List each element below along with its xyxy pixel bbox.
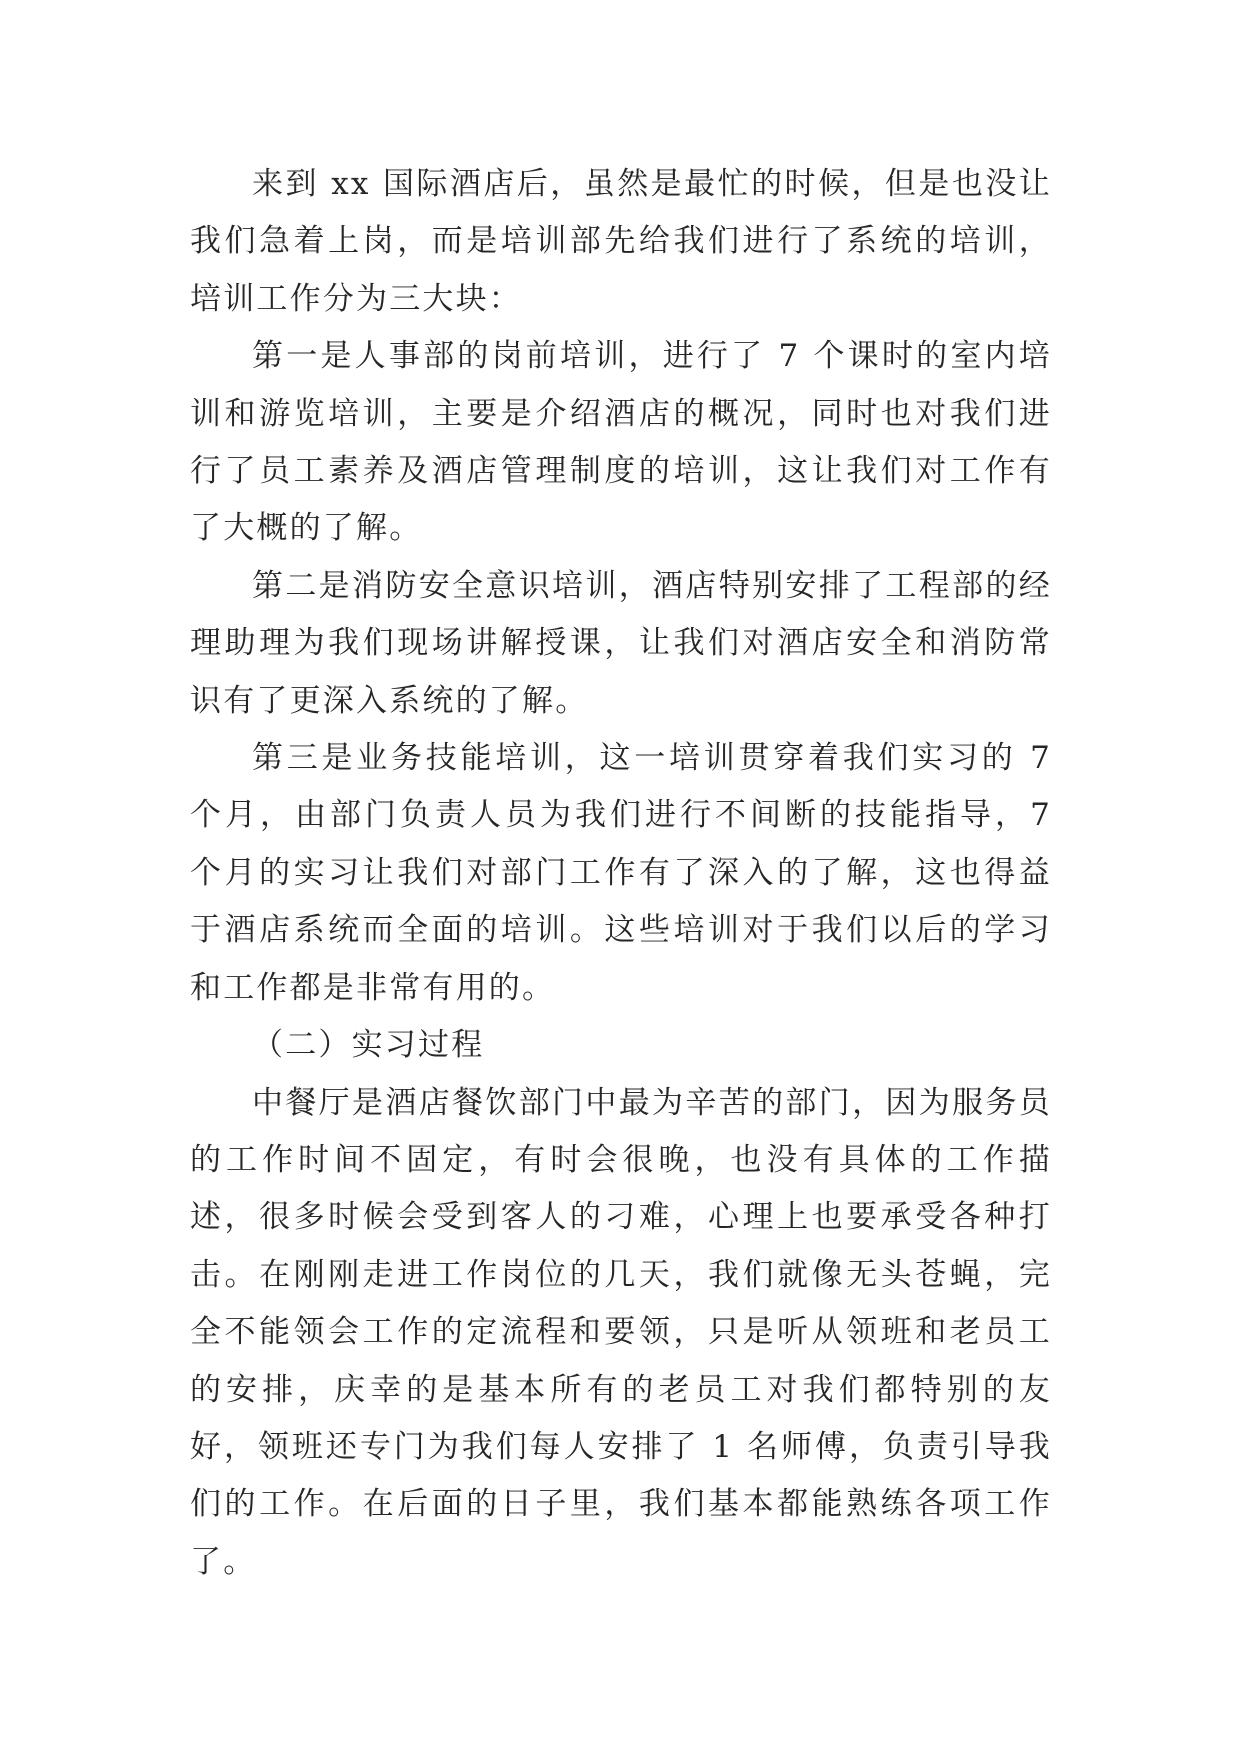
paragraph-training-intro: 来到 xx 国际酒店后，虽然是最忙的时候，但是也没让我们急着上岗，而是培训部先给我们进行了系统的培训，培训工作分为三大块： xyxy=(190,166,1052,317)
paragraph-hr-training: 第一是人事部的岗前培训，进行了 7 个课时的室内培训和游览培训，主要是介绍酒店的概况，同时也对我们进行了员工素养及酒店管理制度的培训，这让我们对工作有了大概的了解。 xyxy=(190,338,1052,547)
paragraph-fire-safety-training: 第二是消防安全意识培训，酒店特别安排了工程部的经理助理为我们现场讲解授课，让我们对酒店安全和消防常识有了更深入系统的了解。 xyxy=(190,567,1052,719)
paragraph-internship-process: 中餐厅是酒店餐饮部门中最为辛苦的部门，因为服务员的工作时间不固定，有时会很晚，也没有具体的工作描述，很多时候会受到客人的刁难，心理上也要承受各种打击。在刚刚走进工作岗位的几天，我们就像无头苍蝇，完全不能领会工作的定流程和要领，只是听从领班和老员工的安排，庆幸的是基本所有的老员工对我们都特别的友好，领班还专门为我们每人安排了 1 名师傅，负责引导我们的工作。在后面的日子里，我们基本都能熟练各项工作了。 xyxy=(190,1084,1052,1580)
document-body xyxy=(190,156,1052,1591)
section-heading: （二）实习过程 xyxy=(252,1027,485,1064)
paragraph-skills-training: 第三是业务技能培训，这一培训贯穿着我们实习的 7 个月，由部门负责人员为我们进行不间断的技能指导，7 个月的实习让我们对部门工作有了深入的了解，这也得益于酒店系统而全面的培训。这些培训对于我们以后的学习和工作都是非常有用的。 xyxy=(190,740,1052,1006)
